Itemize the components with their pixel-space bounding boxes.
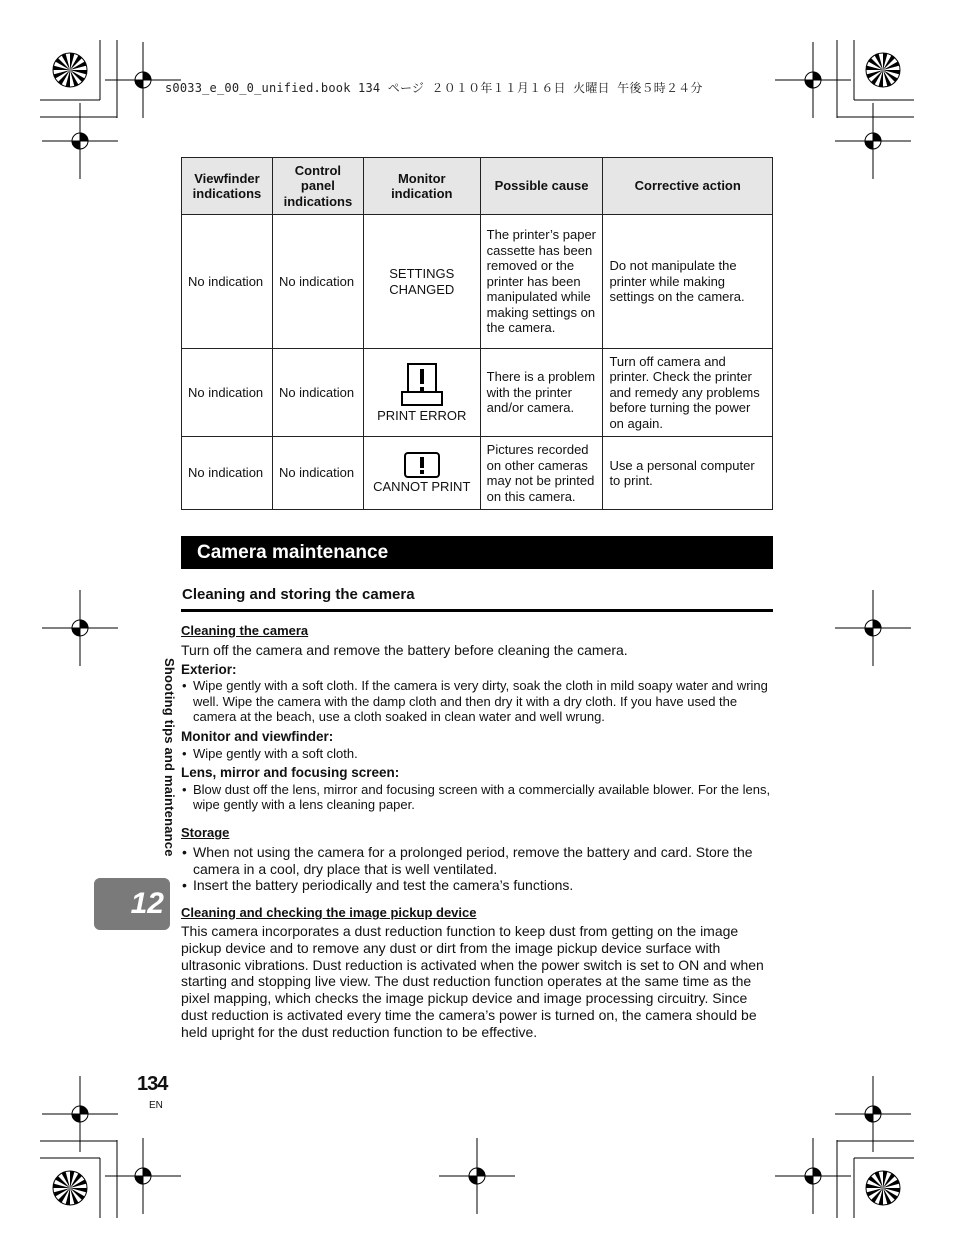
storage-heading: Storage <box>181 824 230 840</box>
section-title: Camera maintenance <box>181 536 773 569</box>
registration-mark <box>105 1138 181 1214</box>
starburst-mark <box>53 53 87 87</box>
subsection-title: Cleaning and storing the camera <box>182 586 415 603</box>
monitor-cell <box>363 349 480 437</box>
action-cell: Use a personal computer to print. <box>603 437 773 510</box>
lens-item: • Blow dust off the lens, mirror and focusing screen with a commercially available blower. For the lens, wipe gently with a lens cleaning paper. <box>181 782 773 813</box>
book-file-header: s0033_e_00_0_unified.book 134 ページ ２０１０年１１月１６日 火曜日 午後５時２４分 <box>165 81 703 95</box>
storage-item: • Insert the battery periodically and test the camera’s functions. <box>181 877 773 894</box>
viewfinder-cell: No indication <box>182 215 273 349</box>
printer-warning-icon <box>400 362 444 408</box>
column-header: Monitor indication <box>363 158 480 215</box>
monitor-heading: Monitor and viewfinder: <box>181 728 334 744</box>
registration-mark <box>775 42 851 118</box>
registration-mark <box>835 590 911 666</box>
table-row <box>182 349 773 437</box>
exterior-heading: Exterior: <box>181 661 237 677</box>
column-header: Viewfinder indications <box>182 158 273 215</box>
starburst-mark <box>866 1171 900 1205</box>
action-cell: Turn off camera and printer. Check the printer and remedy any problems before turning the power on again. <box>603 349 773 437</box>
starburst-mark <box>53 1171 87 1205</box>
column-header: Possible cause <box>480 158 603 215</box>
column-header: Corrective action <box>603 158 773 215</box>
chapter-side-label: Shooting tips and maintenance <box>162 658 177 857</box>
monitor-text: CANNOT PRINT <box>373 479 471 495</box>
page-language: EN <box>149 1100 163 1111</box>
pickup-text: This camera incorporates a dust reduction function to keep dust from getting on the image pickup device and to remove any dust or dirt from the image pickup device surface with ultrasonic vibrations. Dust reduction is activated when the power switch is set to ON and when starting and stopping live view. The dust reduction function operates at the same time as the pixel mapping, which checks the image pickup device and image processing circuitry. Since dust reduction is activated every time the camera’s power is turned on, the camera should be held upright for the dust reduction function to be effective. <box>181 922 764 1040</box>
monitor-item: • Wipe gently with a soft cloth. <box>181 746 773 762</box>
starburst-mark <box>866 53 900 87</box>
control-panel-cell: No indication <box>272 437 363 510</box>
storage-item: • When not using the camera for a prolonged period, remove the battery and card. Store the camera in a cool, dry place that is well ventilated. <box>181 844 773 878</box>
cause-cell: There is a problem with the printer and/or camera. <box>480 349 603 437</box>
maintenance-content <box>181 622 773 1041</box>
registration-mark <box>42 103 118 179</box>
monitor-cell <box>363 215 480 349</box>
registration-mark <box>439 1138 515 1214</box>
table-header-row <box>182 158 773 215</box>
page-number: 134 <box>137 1073 168 1095</box>
cleaning-heading: Cleaning the camera <box>181 623 309 638</box>
monitor-text: PRINT ERROR <box>377 407 467 423</box>
viewfinder-cell: No indication <box>182 437 273 510</box>
monitor-cell <box>363 437 480 510</box>
table-row <box>182 437 773 510</box>
warning-box-icon <box>403 451 441 479</box>
control-panel-cell: No indication <box>272 349 363 437</box>
action-cell: Do not manipulate the printer while making settings on the camera. <box>603 215 773 349</box>
subsection-rule <box>181 609 773 612</box>
exterior-item: • Wipe gently with a soft cloth. If the camera is very dirty, soak the cloth in mild soapy water and wring well. Wipe the camera with the damp cloth and then dry it with a dry cloth. If you have used the camera at the beach, use a cloth soaked in clean water and well wrung. <box>181 678 773 725</box>
lens-heading: Lens, mirror and focusing screen: <box>181 765 400 781</box>
viewfinder-cell: No indication <box>182 349 273 437</box>
column-header: Control panel indications <box>272 158 363 215</box>
registration-mark <box>42 590 118 666</box>
monitor-text: SETTINGS CHANGED <box>389 266 455 297</box>
pickup-heading: Cleaning and checking the image pickup device <box>181 905 477 921</box>
registration-mark <box>835 103 911 179</box>
cause-cell: The printer’s paper cassette has been removed or the printer has been manipulated while making settings on the camera. <box>480 215 603 349</box>
control-panel-cell: No indication <box>272 215 363 349</box>
chapter-tab: 12 <box>94 878 170 930</box>
cause-cell: Pictures recorded on other cameras may not be printed on this camera. <box>480 437 603 510</box>
table-row <box>182 215 773 349</box>
registration-mark <box>775 1138 851 1214</box>
troubleshooting-table <box>181 157 773 510</box>
cleaning-intro: Turn off the camera and remove the battery before cleaning the camera. <box>181 641 628 658</box>
